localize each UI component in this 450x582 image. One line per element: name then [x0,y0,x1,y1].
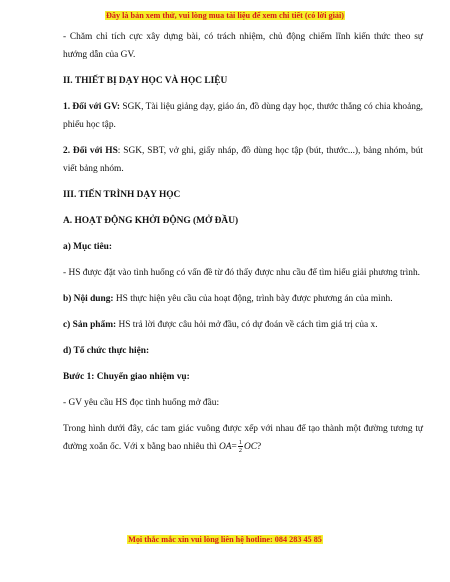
student-equipment [63,142,423,178]
formula-right: OC [244,442,258,452]
header-banner-text: Đây là bản xem thử, vui lòng mua tài liệu để xem chi tiết (có lời giải) [105,11,344,20]
formula-eq: = [231,442,237,452]
formula-left: OA [218,442,232,452]
product-text: HS trả lời được câu hỏi mở đầu, có dự đoán về cách tìm giá trị của x. [116,320,378,330]
intro-bullet: - Chăm chỉ tích cực xây dựng bài, có trách nhiệm, chủ động chiếm lĩnh kiến thức theo sự hướng dẫn của GV. [63,32,423,60]
fraction-denominator: 2 [238,447,242,455]
teacher-equipment-text: SGK, Tài liệu giảng dạy, giáo án, đồ dùng dạy học, thước thẳng có chia khoảng, phiếu học tập. [63,102,423,130]
content-paragraph [63,290,423,308]
product-paragraph [63,316,423,334]
teacher-equipment [63,98,423,134]
student-equipment-text: : SGK, SBT, vở ghi, giấy nháp, đồ dùng học tập (bút, thước...), bảng nhóm, bút viết bảng nhóm. [63,146,423,174]
goal-label: a) Mục tiêu: [63,242,112,252]
fraction-numerator: 1 [238,439,242,447]
section-3-title: III. TIẾN TRÌNH DẠY HỌC [63,190,181,200]
goal-text: - HS được đặt vào tình huống có vấn đề từ đó thấy được nhu cầu để tìm hiểu giải phương trình. [63,268,421,278]
content-text: HS thực hiện yêu cầu của hoạt động, trình bày được phương án của mình. [113,294,393,304]
footer-banner [0,534,450,545]
content-label: b) Nội dung: [63,294,114,304]
problem-statement [63,420,423,456]
activity-a-title: A. HOẠT ĐỘNG KHỞI ĐỘNG (MỞ ĐẦU) [63,216,239,226]
document-body [63,28,423,464]
product-label: c) Sản phẩm: [63,320,117,330]
step-1-bullet: - GV yêu cầu HS đọc tình huống mở đầu: [63,398,220,408]
footer-banner-text: Mọi thắc mắc xin vui lòng liên hệ hotline: 084 283 45 85 [128,535,322,544]
problem-text: Trong hình dưới đây, các tam giác vuông được xếp với nhau để tạo thành một đường tương tự đường xoắn ốc. Với x bằng bao nhiêu thì [63,424,423,452]
teacher-equipment-label: 1. Đối với GV: [63,102,120,112]
header-banner [0,10,450,21]
step-1-label: Bước 1: Chuyển giao nhiệm vụ: [63,372,190,382]
formula-end: ? [257,442,262,452]
student-equipment-label: 2. Đối với HS [63,146,118,156]
section-2-title: II. THIẾT BỊ DẠY HỌC VÀ HỌC LIỆU [63,76,228,86]
organization-label: d) Tổ chức thực hiện: [63,346,150,356]
formula-fraction [238,439,243,454]
